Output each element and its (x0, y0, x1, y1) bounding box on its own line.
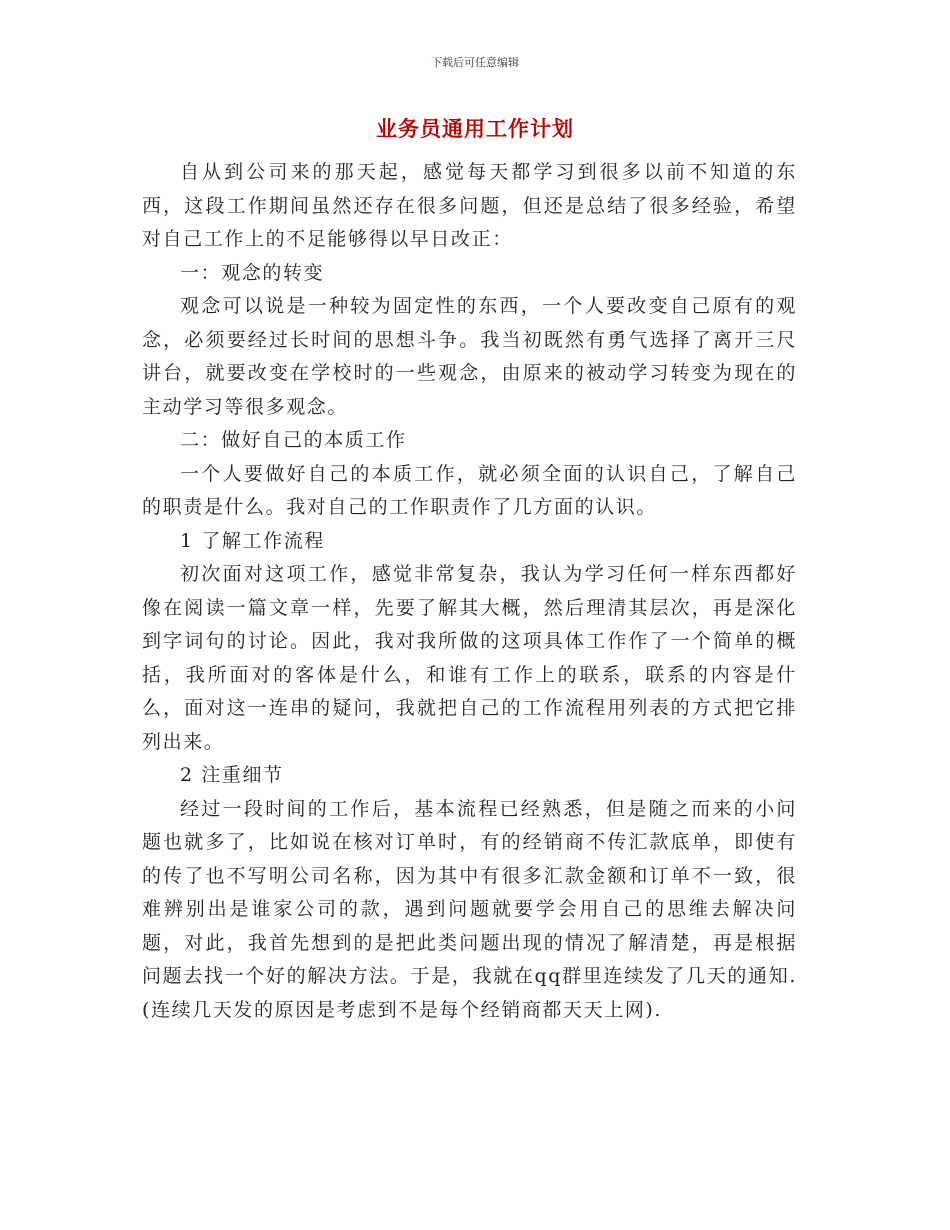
subsection-heading-1: 1 了解工作流程 (180, 529, 325, 552)
paragraph-details: 经过一段时间的工作后，基本流程已经熟悉，但是随之而来的小问题也就多了，比如说在核对订单时，有的经销商不传汇款底单，即使有的传了也不写明公司名称，因为其中有很多汇款金额和订单不一致，很难辨别出是谁家公司的款，遇到问题就要学会用自己的思维去解决问题，对此，我首先想到的是把此类问题出现的情况了解清楚，再是根据问题去找一个好的解决方法。于是，我就在qq群里连续发了几天的通知.(连续几天发的原因是考虑到不是每个经销商都天天上网). (142, 797, 797, 1021)
section-heading-1: 一：观念的转变 (180, 261, 325, 284)
document-title: 业务员通用工作计划 (376, 116, 574, 141)
paragraph-workflow: 初次面对这项工作，感觉非常复杂，我认为学习任何一样东西都好像在阅读一篇文章一样，先要了解其大概，然后理清其层次，再是深化到字词句的讨论。因此，我对我所做的这项具体工作作了一个简单的概括，我所面对的客体是什么，和谁有工作上的联系，联系的内容是什么，面对这一连串的疑问，我就把自己的工作流程用列表的方式把它排列出来。 (142, 563, 797, 753)
subsection-heading-2: 2 注重细节 (180, 764, 284, 786)
paragraph-concept: 观念可以说是一种较为固定性的东西，一个人要改变自己原有的观念，必须要经过长时间的思想斗争。我当初既然有勇气选择了离开三尺讲台，就要改变在学校时的一些观念，由原来的被动学习转变为现在的主动学习等很多观念。 (142, 295, 797, 418)
page-header-note: 下载后可任意编辑 (431, 56, 519, 69)
paragraph-intro: 自从到公司来的那天起，感觉每天都学习到很多以前不知道的东西，这段工作期间虽然还存在很多问题，但还是总结了很多经验，希望对自己工作上的不足能够得以早日改正： (142, 161, 797, 250)
paragraph-duty: 一个人要做好自己的本质工作，就必须全面的认识自己，了解自己的职责是什么。我对自己的工作职责作了几方面的认识。 (142, 462, 797, 518)
section-heading-2: 二：做好自己的本质工作 (180, 429, 407, 451)
document-body (142, 156, 797, 1027)
